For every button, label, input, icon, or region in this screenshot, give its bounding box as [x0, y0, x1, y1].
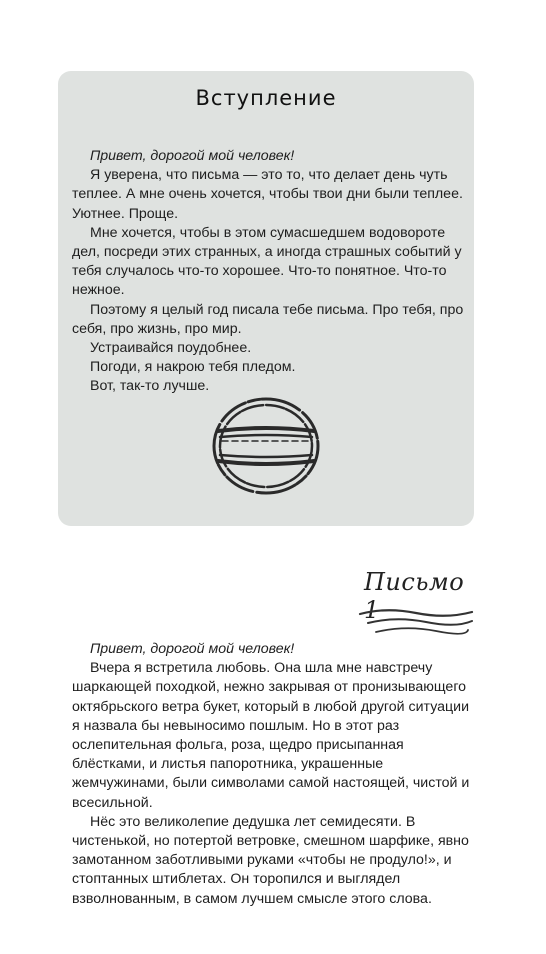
- intro-text: [72, 147, 464, 397]
- intro-paragraph: Поэтому я целый год писала тебе письма. Про тебя, про себя, про жизнь, про мир.: [72, 301, 464, 337]
- intro-paragraph: Я уверена, что письма — это то, что делает день чуть теплее. А мне очень хочется, чтобы твои дни были теплее. Уютнее. Проще.: [72, 167, 463, 222]
- postmark-stamp-icon: [208, 393, 324, 499]
- letter-paragraph: Нёс это великолепие дедушка лет семидесяти. В чистенькой, но потертой ветровке, смешном шарфике, явно замотанном заботливыми руками «чтобы не продуло!», и стоптанных штиблетах. Он торопился и выглядел взволнованным, в самом лучшем смысле этого слова.: [72, 813, 469, 907]
- letter-greeting: Привет, дорогой мой человек!: [90, 641, 295, 657]
- letter-paragraph: Вчера я встретила любовь. Она шла мне навстречу шаркающей походкой, нежно закрывая от пронизывающего октябрьского ветра букет, который в любой другой ситуации я назвала бы невыносимо пошлым. Но в этот раз ослепительная фольга, роза, щедро присыпанная блёстками, и листья папоротника, украшенные жемчужинами, были символами самой настоящей, чистой и всесильной.: [72, 660, 470, 811]
- intro-paragraph: Мне хочется, чтобы в этом сумасшедшем водовороте дел, посреди этих странных, а иногда страшных событий у тебя случалось что-то хорошее. Что-то понятное. Что-то нежное.: [72, 224, 462, 299]
- intro-greeting: Привет, дорогой мой человек!: [90, 148, 295, 164]
- letter-text: [72, 640, 474, 909]
- wave-lines-icon: [356, 604, 476, 640]
- intro-paragraph: Вот, так-то лучше.: [90, 378, 210, 395]
- letter-heading: [356, 566, 476, 646]
- intro-paragraph: Погоди, я накрою тебя пледом.: [90, 359, 296, 376]
- letter-title: Письмо 1: [364, 568, 465, 624]
- intro-paragraph: Устраивайся поудобнее.: [90, 340, 252, 357]
- intro-title: Вступление: [195, 86, 337, 110]
- intro-section: [58, 71, 474, 526]
